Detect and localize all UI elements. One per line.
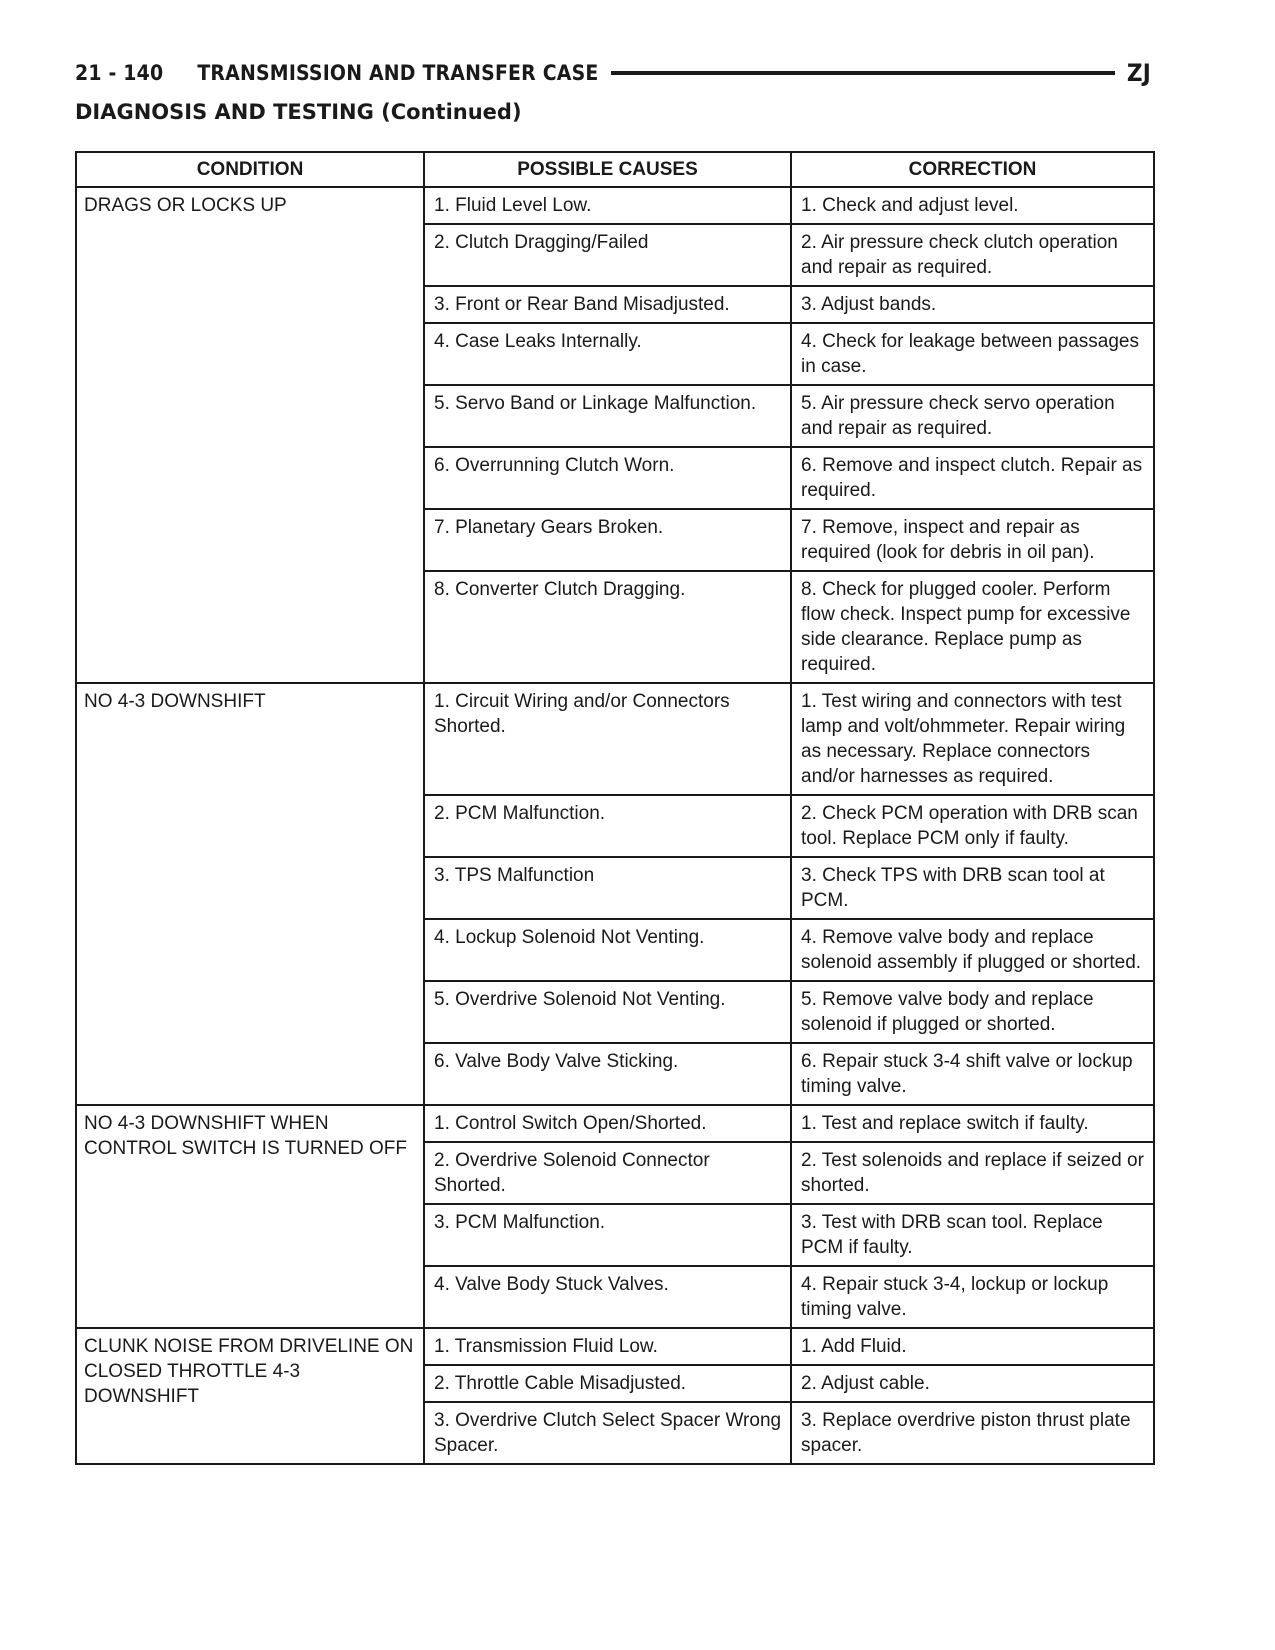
cause-cell: 1. Transmission Fluid Low. bbox=[424, 1328, 791, 1365]
cause-cell: 3. Overdrive Clutch Select Spacer Wrong Spacer. bbox=[424, 1402, 791, 1464]
cause-cell: 6. Overrunning Clutch Worn. bbox=[424, 447, 791, 509]
model-code: ZJ bbox=[1126, 59, 1151, 87]
column-header-condition: CONDITION bbox=[76, 152, 424, 187]
correction-cell: 3. Test with DRB scan tool. Replace PCM if faulty. bbox=[791, 1204, 1154, 1266]
correction-cell: 4. Repair stuck 3-4, lockup or lockup timing valve. bbox=[791, 1266, 1154, 1328]
cause-cell: 3. TPS Malfunction bbox=[424, 857, 791, 919]
column-header-possible-causes: POSSIBLE CAUSES bbox=[424, 152, 791, 187]
correction-cell: 4. Remove valve body and replace solenoid assembly if plugged or shorted. bbox=[791, 919, 1154, 981]
cause-cell: 4. Case Leaks Internally. bbox=[424, 323, 791, 385]
condition-cell: NO 4-3 DOWNSHIFT WHEN CONTROL SWITCH IS TURNED OFF bbox=[76, 1105, 424, 1328]
correction-cell: 2. Check PCM operation with DRB scan tool. Replace PCM only if faulty. bbox=[791, 795, 1154, 857]
cause-cell: 2. Clutch Dragging/Failed bbox=[424, 224, 791, 286]
table-header bbox=[76, 152, 1154, 187]
cause-cell: 8. Converter Clutch Dragging. bbox=[424, 571, 791, 683]
table-row bbox=[76, 1105, 1154, 1142]
condition-cell: DRAGS OR LOCKS UP bbox=[76, 187, 424, 683]
condition-cell: NO 4-3 DOWNSHIFT bbox=[76, 683, 424, 1105]
diagnosis-table bbox=[75, 151, 1155, 1465]
cause-cell: 2. Throttle Cable Misadjusted. bbox=[424, 1365, 791, 1402]
table-row bbox=[76, 683, 1154, 795]
correction-cell: 8. Check for plugged cooler. Perform flow check. Inspect pump for excessive side clearance. Replace pump as required. bbox=[791, 571, 1154, 683]
correction-cell: 1. Check and adjust level. bbox=[791, 187, 1154, 224]
table-body bbox=[76, 187, 1154, 1464]
cause-cell: 4. Valve Body Stuck Valves. bbox=[424, 1266, 791, 1328]
cause-cell: 3. PCM Malfunction. bbox=[424, 1204, 791, 1266]
cause-cell: 3. Front or Rear Band Misadjusted. bbox=[424, 286, 791, 323]
correction-cell: 7. Remove, inspect and repair as required (look for debris in oil pan). bbox=[791, 509, 1154, 571]
header-row bbox=[76, 152, 1154, 187]
table-row bbox=[76, 187, 1154, 224]
chapter-title: TRANSMISSION AND TRANSFER CASE bbox=[197, 61, 599, 85]
correction-cell: 6. Remove and inspect clutch. Repair as required. bbox=[791, 447, 1154, 509]
condition-cell: CLUNK NOISE FROM DRIVELINE ON CLOSED THROTTLE 4-3 DOWNSHIFT bbox=[76, 1328, 424, 1464]
correction-cell: 3. Replace overdrive piston thrust plate spacer. bbox=[791, 1402, 1154, 1464]
correction-cell: 2. Air pressure check clutch operation and repair as required. bbox=[791, 224, 1154, 286]
section-title: DIAGNOSIS AND TESTING (Continued) bbox=[75, 100, 522, 124]
cause-cell: 1. Control Switch Open/Shorted. bbox=[424, 1105, 791, 1142]
header-rule bbox=[611, 71, 1115, 75]
correction-cell: 3. Adjust bands. bbox=[791, 286, 1154, 323]
correction-cell: 1. Add Fluid. bbox=[791, 1328, 1154, 1365]
column-header-correction: CORRECTION bbox=[791, 152, 1154, 187]
correction-cell: 3. Check TPS with DRB scan tool at PCM. bbox=[791, 857, 1154, 919]
page-header bbox=[75, 58, 1151, 88]
page-number: 21 - 140 bbox=[75, 61, 164, 85]
cause-cell: 5. Servo Band or Linkage Malfunction. bbox=[424, 385, 791, 447]
correction-cell: 1. Test wiring and connectors with test lamp and volt/ohmmeter. Repair wiring as necessary. Replace connectors and/or harnesses as required. bbox=[791, 683, 1154, 795]
cause-cell: 2. PCM Malfunction. bbox=[424, 795, 791, 857]
cause-cell: 1. Circuit Wiring and/or Connectors Shorted. bbox=[424, 683, 791, 795]
cause-cell: 1. Fluid Level Low. bbox=[424, 187, 791, 224]
cause-cell: 4. Lockup Solenoid Not Venting. bbox=[424, 919, 791, 981]
cause-cell: 5. Overdrive Solenoid Not Venting. bbox=[424, 981, 791, 1043]
correction-cell: 6. Repair stuck 3-4 shift valve or lockup timing valve. bbox=[791, 1043, 1154, 1105]
correction-cell: 2. Adjust cable. bbox=[791, 1365, 1154, 1402]
correction-cell: 4. Check for leakage between passages in case. bbox=[791, 323, 1154, 385]
cause-cell: 2. Overdrive Solenoid Connector Shorted. bbox=[424, 1142, 791, 1204]
correction-cell: 2. Test solenoids and replace if seized or shorted. bbox=[791, 1142, 1154, 1204]
correction-cell: 5. Air pressure check servo operation and repair as required. bbox=[791, 385, 1154, 447]
table-row bbox=[76, 1328, 1154, 1365]
cause-cell: 7. Planetary Gears Broken. bbox=[424, 509, 791, 571]
correction-cell: 1. Test and replace switch if faulty. bbox=[791, 1105, 1154, 1142]
cause-cell: 6. Valve Body Valve Sticking. bbox=[424, 1043, 791, 1105]
correction-cell: 5. Remove valve body and replace solenoid if plugged or shorted. bbox=[791, 981, 1154, 1043]
